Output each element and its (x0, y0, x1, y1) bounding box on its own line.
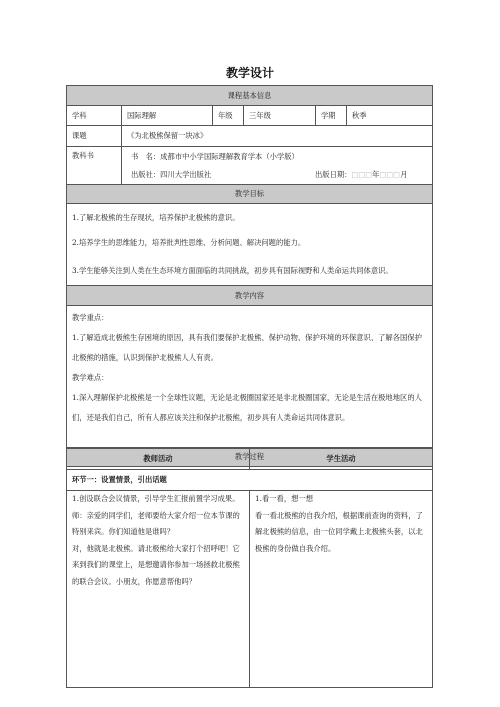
pub-date (315, 169, 407, 181)
subject-label: 学科 (67, 106, 122, 126)
textbook-label: 教科书 (67, 147, 122, 185)
course-info-table (66, 85, 433, 467)
book-name-line: 书 名：成都市中小学国际理解教育学本（小学版） (131, 151, 299, 161)
difficulty-label: 教学难点： (72, 373, 109, 382)
topic-label: 课题 (67, 126, 122, 147)
process-table (66, 448, 433, 688)
grade-label: 年级 (213, 106, 244, 126)
subject-value: 国际理解 (122, 106, 213, 126)
pub-year-unit: 年 (372, 169, 380, 179)
pub-year-blank: □□□ (351, 169, 373, 179)
key-points-text: 1.了解造成北极熊生存困境的原因，具有我们要保护北极熊、保护动物、保护环境的环保意识、了解各国保护北极熊的措施，认识到保护北极熊人人有责。 (72, 333, 422, 362)
term-label: 学期 (316, 106, 347, 126)
content-cell (67, 306, 433, 448)
grade-value: 三年级 (244, 106, 316, 126)
goals-header: 教学目标 (67, 185, 433, 204)
key-points-label: 教学重点： (72, 313, 109, 322)
process-header: 教学过程 (67, 448, 433, 467)
term-value: 秋季 (347, 106, 433, 126)
pub-date-label: 出版日期： (315, 169, 352, 179)
publisher-text: 出版社：四川大学出版社 (131, 169, 212, 179)
section-1-title: 环节一：设置情景，引出话题 (67, 470, 433, 491)
student-activity-header: 学生活动 (250, 449, 433, 470)
teacher-activity-header: 教师活动 (67, 449, 250, 470)
goal-item-2: 2.培养学生的思维能力，培养批判性思维、分析问题、解决问题的能力。 (72, 238, 306, 247)
basic-info-header: 课程基本信息 (67, 86, 433, 106)
goal-item-1: 1.了解北极熊的生存现状，培养保护北极熊的意识。 (72, 213, 240, 222)
content-header: 教学内容 (67, 286, 433, 306)
pub-month-blank: □□□ (379, 169, 401, 179)
page-title: 教学设计 (225, 66, 274, 80)
topic-value: 《为北极熊保留一块冰》 (122, 126, 433, 147)
student-activity-text: 1.看一看，想一想 看一看北极熊的自我介绍，根据课前查询的资料，了解北极熊的信息，由一位同学戴上北极熊头套，以北极熊的身份做自我介绍。 (250, 491, 433, 688)
goals-cell (67, 204, 433, 286)
goal-item-3: 3.学生能够关注到人类在生态环境方面面临的共同挑战，初步具有国际视野和人类命运共同体意识。 (72, 266, 393, 275)
difficulty-text: 1.深入理解保护北极熊是一个全球性议题，无论是北极圈国家还是非北极圈国家，无论是生活在极地地区的人们，还是我们自己，所有人都应该关注和保护北极熊，初步具有人类命运共同体意识。 (72, 393, 422, 422)
pub-month-unit: 月 (400, 169, 408, 179)
teacher-activity-text: 1.创设联合会议情景，引导学生汇报前置学习成果。 师：亲爱的同学们，老师要给大家介绍一位本节课的特别来宾。你们知道他是谁吗？ 对，他就是北极熊。请北极熊给大家打个招呼吧！它来到我们的课堂上，是想邀请你参加一场拯救北极熊的联合会议。小朋友，你愿意帮他吗？ (67, 491, 250, 688)
publisher-line (131, 169, 427, 181)
textbook-info (122, 147, 433, 185)
